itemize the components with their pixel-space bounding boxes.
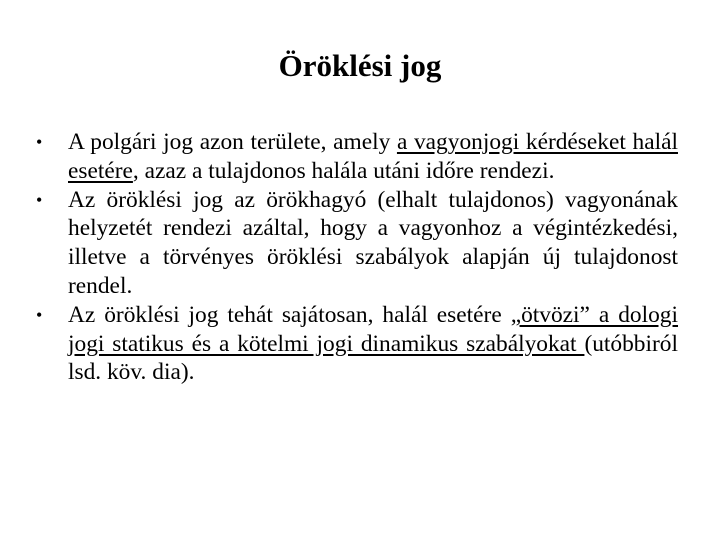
bullet-item-1 xyxy=(36,128,678,186)
bullet-icon: • xyxy=(36,304,43,325)
bullet-text: , azaz a tulajdonos halála utáni időre rendezi. xyxy=(132,157,555,184)
underlined-text: a vagyonjogi kérdéseket halál esetére xyxy=(68,129,678,184)
bullet-list xyxy=(36,128,678,387)
bullet-item-3 xyxy=(36,301,678,387)
bullet-icon: • xyxy=(36,189,43,210)
bullet-item-2 xyxy=(36,186,678,301)
underlined-text: „ötvözi” a dologi jogi statikus és a kötelmi jogi dinamikus szabályokat xyxy=(68,301,679,357)
slide-title: Öröklési jog xyxy=(278,48,442,83)
bullet-icon: • xyxy=(36,132,43,152)
bullet-text: Az öröklési jog az örökhagyó (elhalt tulajdonos) vagyonának helyzetét rendezi azáltal, hogy a vagyonhoz a végintézkedési, illetve a törvényes öröklési szabályok alapján új tulajdonost rendel. xyxy=(68,186,678,299)
bullet-text: (utóbbiról lsd. köv. dia). xyxy=(68,330,678,386)
bullet-text: Az öröklési jog tehát sajátosan, halál esetére xyxy=(68,301,511,328)
bullet-text: A polgári jog azon területe, amely xyxy=(68,129,397,155)
